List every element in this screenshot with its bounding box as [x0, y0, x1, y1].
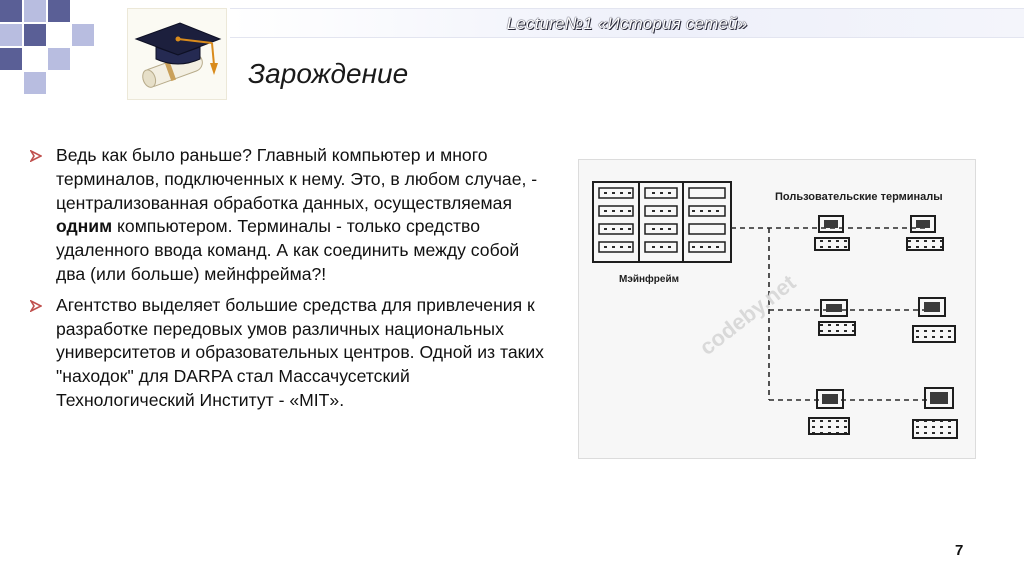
- decor-square: [72, 24, 94, 46]
- bullet-text: Агентство выделяет большие средства для привлечения к разработке передовых умов различных национальных университетов и образовательных центров. Одной из таких "находок" для DARPA стал Массачусетский Технологический Институт - «MIT».: [56, 294, 544, 410]
- mainframe-label: Мэйнфрейм: [619, 274, 680, 285]
- page-number: 7: [955, 542, 964, 559]
- bullet-item: [30, 294, 550, 413]
- decor-square: [48, 48, 70, 70]
- header-band: [230, 8, 1024, 38]
- decor-square: [48, 0, 70, 22]
- mainframe-terminals-sketch: [579, 160, 975, 458]
- decor-square: [24, 72, 46, 94]
- terminal-icon: [809, 390, 849, 434]
- slide-title: Зарождение: [248, 58, 409, 89]
- terminal-icon: [815, 216, 849, 250]
- lecture-title: Lecture№1 «История сетей»: [506, 14, 748, 33]
- bullet-text: Ведь как было раньше? Главный компьютер и много терминалов, подключенных к нему. Это, в любом случае, - централизованная обработка данных, осуществляемая: [56, 145, 538, 213]
- watermark-text: codeby.net: [694, 269, 801, 360]
- slide-content: [30, 144, 550, 420]
- decor-square: [24, 0, 46, 22]
- bullet-item: [30, 144, 550, 287]
- decor-square: [0, 48, 22, 70]
- bullet-text-bold: одним: [56, 216, 113, 237]
- terminals-label: Пользовательские терминалы: [775, 191, 943, 203]
- terminal-icon: [819, 300, 855, 335]
- chevron-bullet-icon: [30, 300, 42, 312]
- terminal-icon: [913, 298, 955, 342]
- chevron-bullet-icon: [30, 150, 42, 162]
- terminal-icon: [913, 388, 957, 438]
- network-diagram-image: [578, 159, 976, 459]
- graduation-cap-icon: [128, 9, 226, 99]
- decor-square: [0, 24, 22, 46]
- graduation-cap-logo: [127, 8, 227, 100]
- decor-square: [24, 24, 46, 46]
- decor-square: [0, 0, 22, 22]
- bullet-text: компьютером. Терминалы - только средство удаленного ввода команд. А как соединить между собой два (или больше) мейнфрейма?!: [56, 216, 520, 284]
- terminal-icon: [907, 216, 943, 250]
